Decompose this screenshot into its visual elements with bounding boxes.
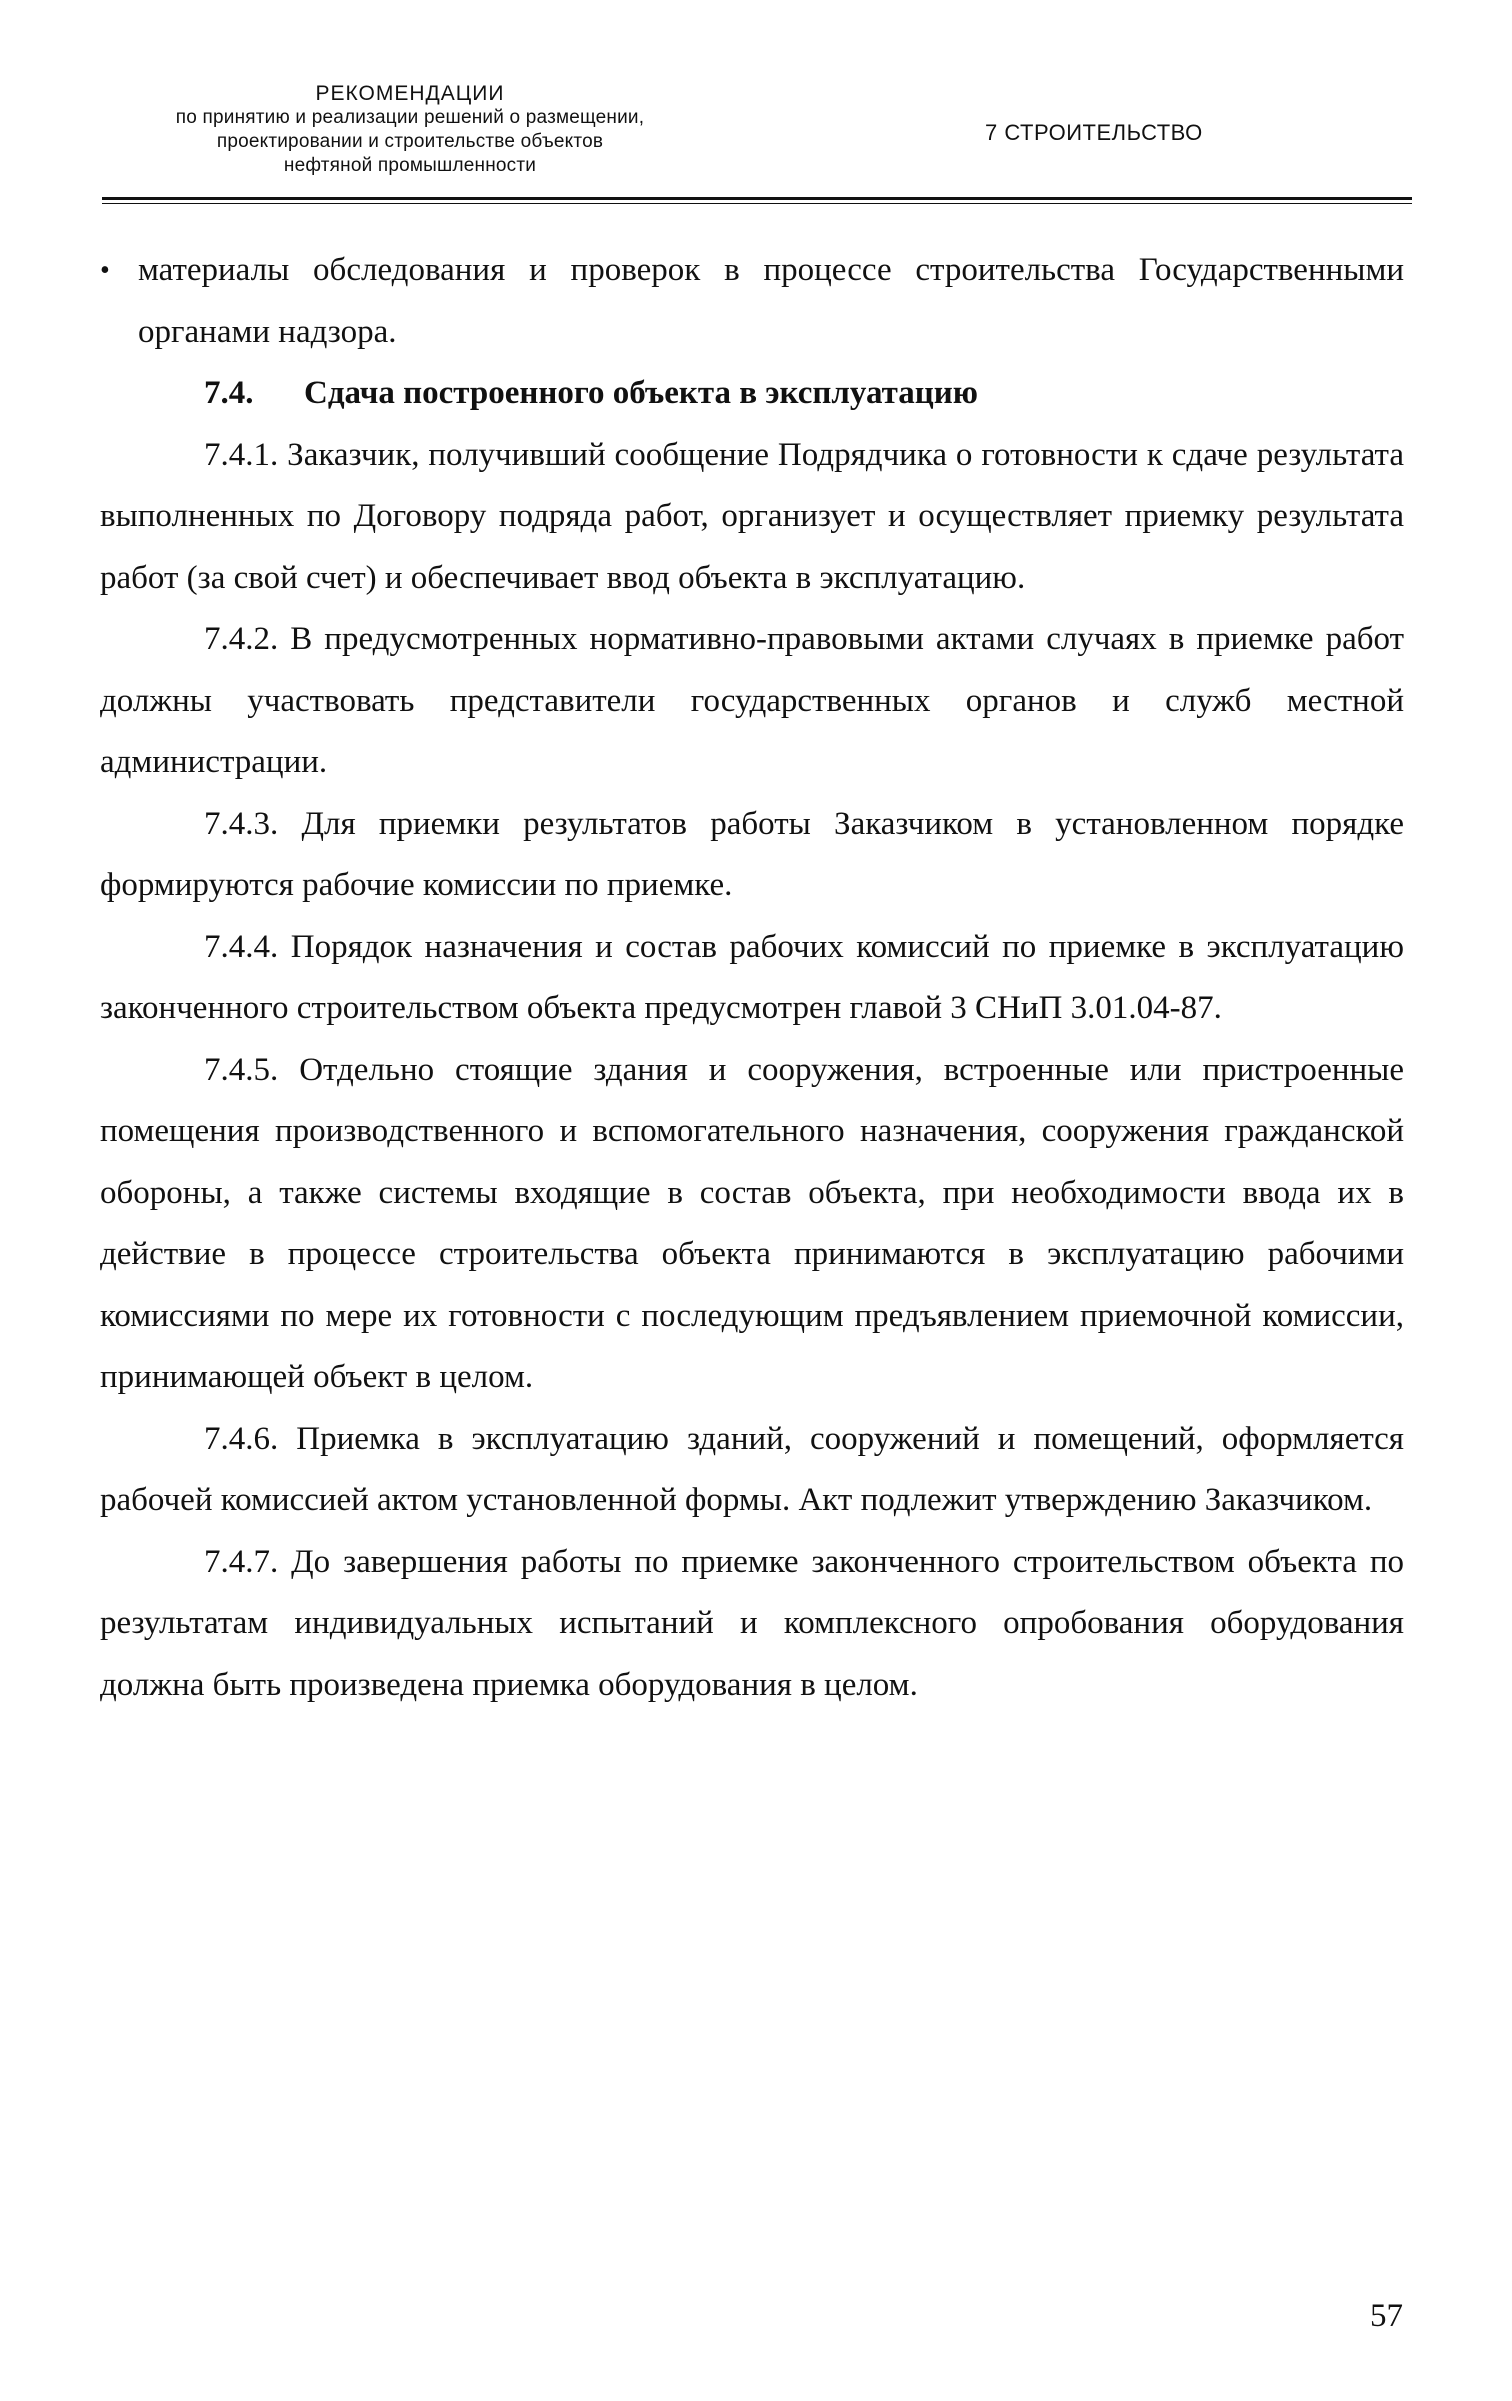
section-title: Сдача построенного объекта в эксплуатацию [304, 375, 978, 411]
paragraph-7-4-7: 7.4.7. До завершения работы по приемке законченного строительством объекта по результатам индивидуальных испытаний и комплексного опробования оборудования должна быть произведена приемка оборудования в целом. [100, 1543, 1404, 1703]
header-title-line-3: проектировании и строительстве объектов [216, 131, 604, 152]
header-title-line-2: по принятию и реализации решений о размещении, [175, 107, 645, 128]
paragraph-7-4-1: 7.4.1. Заказчик, получивший сообщение Подрядчика о готовности к сдаче результата выполненных по Договору подряда работ, организует и осуществляет приемку результата работ (за свой счет) и обеспечивает ввод объекта в эксплуатацию. [100, 436, 1404, 596]
header-title-line-1: РЕКОМЕНДАЦИИ [315, 82, 505, 105]
paragraph-7-4-4: 7.4.4. Порядок назначения и состав рабочих комиссий по приемке в эксплуатацию законченного строительством объекта предусмотрен главой 3 СНиП 3.01.04-87. [100, 928, 1404, 1026]
paragraph-7-4-3: 7.4.3. Для приемки результатов работы Заказчиком в установленном порядке формируются рабочие комиссии по приемке. [100, 805, 1404, 903]
header-rule-thin [102, 203, 1412, 204]
bullet-text: материалы обследования и проверок в процессе строительства Государственными органами надзора. [138, 252, 1404, 350]
paragraph-7-4-5: 7.4.5. Отдельно стоящие здания и сооружения, встроенные или пристроенные помещения производственного и вспомогательного назначения, сооружения гражданской обороны, а также системы входящие в состав объекта, при необходимости ввода их в действие в процессе строительства объекта принимаются в эксплуатацию рабочими комиссиями по мере их готовности с последующим предъявлением приемочной комиссии, принимающей объект в целом. [100, 1051, 1404, 1395]
paragraph-7-4-2: 7.4.2. В предусмотренных нормативно-правовыми актами случаях в приемке работ должны участвовать представители государственных органов и служб местной администрации. [100, 621, 1404, 780]
bullet-dot-icon: • [100, 255, 110, 286]
header-title-line-4: нефтяной промышленности [283, 155, 537, 176]
header-rule-thick [102, 197, 1412, 200]
document-body [100, 240, 1404, 1716]
paragraph-7-4-6: 7.4.6. Приемка в эксплуатацию зданий, сооружений и помещений, оформляется рабочей комиссией актом установленной формы. Акт подлежит утверждению Заказчиком. [100, 1420, 1404, 1518]
section-number: 7.4. [204, 375, 254, 411]
document-header-title [110, 82, 710, 178]
bullet-list-item [100, 240, 1404, 363]
page-number: 57 [1370, 2298, 1403, 2334]
chapter-title: 7 СТРОИТЕЛЬСТВО [985, 120, 1203, 145]
section-heading [100, 363, 1404, 425]
